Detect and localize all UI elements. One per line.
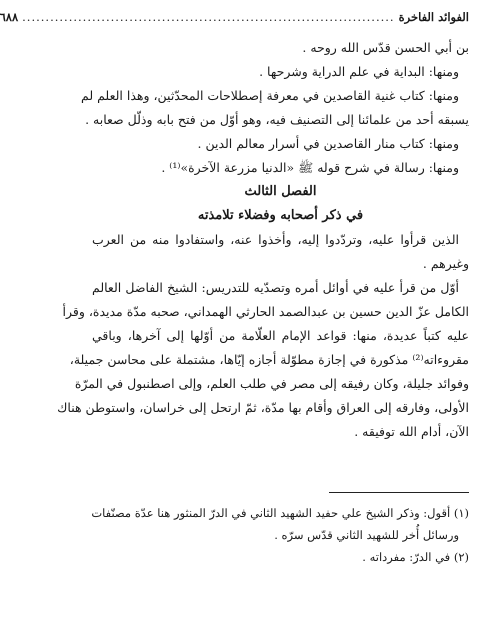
running-header xyxy=(0,8,469,26)
text-line: ومنها: رسالة في شرح قوله ﷺ «الدنيا مزرعة الآخرة»⁽¹⁾ . xyxy=(161,160,459,175)
text-line: الذين قرأوا عليه، وتردّدوا إليه، وأخذوا عنه، واستفادوا منه من العرب xyxy=(92,232,459,247)
text-line: يسبقه أحد من علمائنا إلى التصنيف فيه، وهو أوّل من فتح بابه وذلّل صعابه . xyxy=(85,112,469,127)
footnotes xyxy=(92,502,469,568)
chapter-subheading: في ذكر أصحابه وفضلاء تلامذته xyxy=(197,208,364,223)
main-text xyxy=(57,36,469,444)
text-line: وفوائد جليلة، وكان رفيقه إلى مصر في طلب العلم، وإلى اصطنبول في المرّة xyxy=(74,376,469,391)
running-title: الفوائد الفاخرة xyxy=(398,10,469,24)
footnote-separator xyxy=(329,492,469,493)
text-line: ومنها: كتاب منار القاصدين في أسرار معالم الدين . xyxy=(197,136,459,151)
footnote-line: (١) أقول: وذكر الشيخ علي حفيد الشهيد الثاني في الدرّ المنثور هنا عدّة مصنّفات xyxy=(91,506,469,520)
text-line: ومنها: كتاب غنية القاصدين في معرفة إصطلاحات المحدّثين، وهذا العلم لم xyxy=(81,88,459,103)
text-line: عليه كتباً عديدة، منها: قواعد الإمام العلّامة من أوّلها إلى آخرها، وباقي xyxy=(92,328,469,343)
text-line: مقروءاته⁽²⁾ مذكورة في إجازة مطوّلة أجازه إيّاها، مشتملة على محاسن جميلة، xyxy=(69,352,469,367)
text-line: ومنها: البداية في علم الدراية وشرحها . xyxy=(259,64,459,79)
text-line: الآن، أدام الله توفيقه . xyxy=(354,424,469,439)
chapter-heading: الفصل الثالث xyxy=(244,184,317,199)
footnote-line: ورسائل أُخر للشهيد الثاني قدّس سرّه . xyxy=(274,528,459,542)
leader-dots: ................................................................................ xyxy=(22,10,395,24)
text-line: وغيرهم . xyxy=(422,256,469,271)
text-line: بن أبي الحسن قدّس الله روحه . xyxy=(302,40,469,55)
text-line: الكامل عزّ الدين حسين بن عبدالصمد الحارثي الهمداني، صحبه مدّة مديدة، وقرأ xyxy=(62,304,469,319)
page-number: ٦٨٨ xyxy=(0,10,19,24)
text-line: أوّل من قرأ عليه في أوائل أمره وتصدّيه للتدريس: الشيخ الفاضل العالم xyxy=(92,280,459,295)
text-line: الأولى، وفارقه إلى العراق وأقام بها مدّة، ثمّ ارتحل إلى خراسان، واستوطن هناك xyxy=(57,400,469,415)
footnote-line: (٢) في الدرّ: مفرداته . xyxy=(362,550,469,564)
